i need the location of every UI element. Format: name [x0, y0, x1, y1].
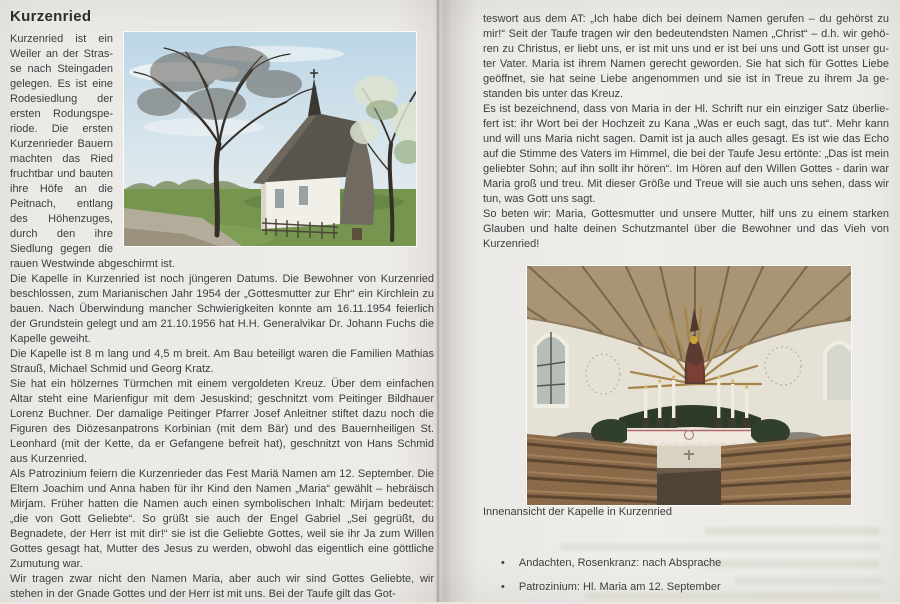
- paragraph: Wir tragen zwar nicht den Namen Maria, aber auch wir sind Gottes Geliebte, wir stehen in der Gnade Gottes und der Herr ist mit uns. Bei der Taufe gilt das Got-: [10, 573, 434, 600]
- paragraph: Als Patrozinium feiern die Kurzenrieder das Fest Mariä Namen am 12. September. Die Eltern Joachim und Anna haben für ihr Kind den Namen „Maria“ gewählt – hebräisch Mirjam. Früher hatten die Namen auch einen symbolischen Inhalt: Mirjam bedeutet: „die von Gott Geliebte“. So grüßt sie auch der Engel Gabriel „Sei gegrüßt, du Begnadete, der Herr ist mit dir!“ sie ist die Geliebte Gottes, weil sie ihr Ja zum Willen Gottes gesagt hat, Mutter des Jesus zu werden, obwohl das eigentlich eine göttliche Zumutung war.: [10, 468, 434, 570]
- list-item: • Patrozinium: Hl. Maria am 12. September: [501, 580, 889, 595]
- paragraph: Es ist bezeichnend, dass von Maria in der Hl. Schrift nur ein einziger Satz überliefert ist: ihr Wort bei der Hochzeit zu Kana „Was er euch sagt, das tut“. Mehr kann und will uns Maria nicht sagen. Damit ist ja auch alles gesagt. Es ist wie das Echo auf die Stimme des Vaters im Himmel, die bei der Taufe Jesu ertönte: „Das ist mein geliebter Sohn; auf ihn sollt ihr hören“. Im Hören auf den Willen Gottes - darin war Maria groß und treu. Mit dieser Größe und Treue will sie auch uns sehen, dass wir tun, was Gott uns sagt.: [483, 103, 889, 205]
- info-bullet-list: [501, 556, 889, 595]
- paragraph: Die Kapelle ist 8 m lang und 4,5 m breit. Am Bau beteiligt waren die Familien Mathias Strauß, Michael Schmid und Georg Kratz.: [10, 348, 434, 375]
- list-item: • Andachten, Rosenkranz: nach Absprache: [501, 556, 889, 571]
- paragraph: Sie hat ein hölzernes Türmchen mit einem vergoldeten Kreuz. Über dem einfachen Altar steht eine Marienfigur mit dem Jesuskind; geschnitzt vom Peitinger Bildhauer Lorenz Buchner. Der damalige Peitinger Pfarrer Josef Anleitner stiftet dazu noch die Figuren des Diözesanpatrons Korbinian (mit dem Bär) und des Bauernheiligen St. Leonhard (mit der Kette, da er Gefangene befreit hat), geschnitzt von Hans Schmid aus Kurzenried.: [10, 378, 434, 465]
- page-title: Kurzenried: [10, 8, 92, 25]
- paragraph: So beten wir: Maria, Gottesmutter und unsere Mutter, hilf uns zu einem starken Glauben und halte deinen Schutzmantel über die Bewohner und das Vieh von Kurzenried!: [483, 208, 889, 250]
- paragraph: teswort aus dem AT: „Ich habe dich bei deinem Namen gerufen – du gehörst zu mir!“ Seit der Taufe tragen wir den bedeutendsten Namen „Christ“ – d.h. wir gehören zu Christus, er liebt uns, er ist mit uns und er ist bei uns und Gott ist unser guter Vater. Maria ist ihrem Namen gerecht geworden. Sie hat sich für Gottes Liebe geöffnet, sie hat seine Liebe angenommen und sie ist in Treue zu ihrem Ja gestanden bis unter das Kreuz.: [483, 13, 889, 100]
- right-page: [483, 12, 889, 604]
- photo-caption: Innenansicht der Kapelle in Kurzenried: [483, 506, 672, 518]
- chapel-interior-photo: [527, 266, 851, 505]
- left-page: [10, 8, 434, 602]
- chapel-exterior-illustration: [124, 32, 416, 246]
- paragraph: Kurzenried ist ein Weiler an der Strasse nach Steingaden gelegen. Es ist eine Rodesiedlung der ersten Rodungsperiode. Die ersten Kurzenrieder Bauern machten das Ried fruchtbar und bauten ihre Höfe an die Peitnach, entlang des Höhenzuges, durch den ihre Siedlung gegen die rauen Westwinde abgeschirmt ist.: [10, 33, 175, 270]
- left-page-body: [10, 32, 434, 602]
- chapel-exterior-photo: [124, 32, 416, 246]
- paragraph: Die Kapelle in Kurzenried ist noch jüngeren Datums. Die Bewohner von Kurzenried beschlossen, zum Marianischen Jahr 1954 der „Gottesmutter zur Ehr“ ein Kirchlein zu bauen. Nach Überwindung mancher Schwierigkeiten konnte am 16.11.1954 feierlich der Grundstein gelegt und am 21.10.1956 hat H.H. Generalvikar Dr. Johann Fuchs die Kapelle geweiht.: [10, 273, 434, 345]
- chapel-interior-illustration: [527, 266, 851, 505]
- page-fold-divider: [437, 0, 439, 602]
